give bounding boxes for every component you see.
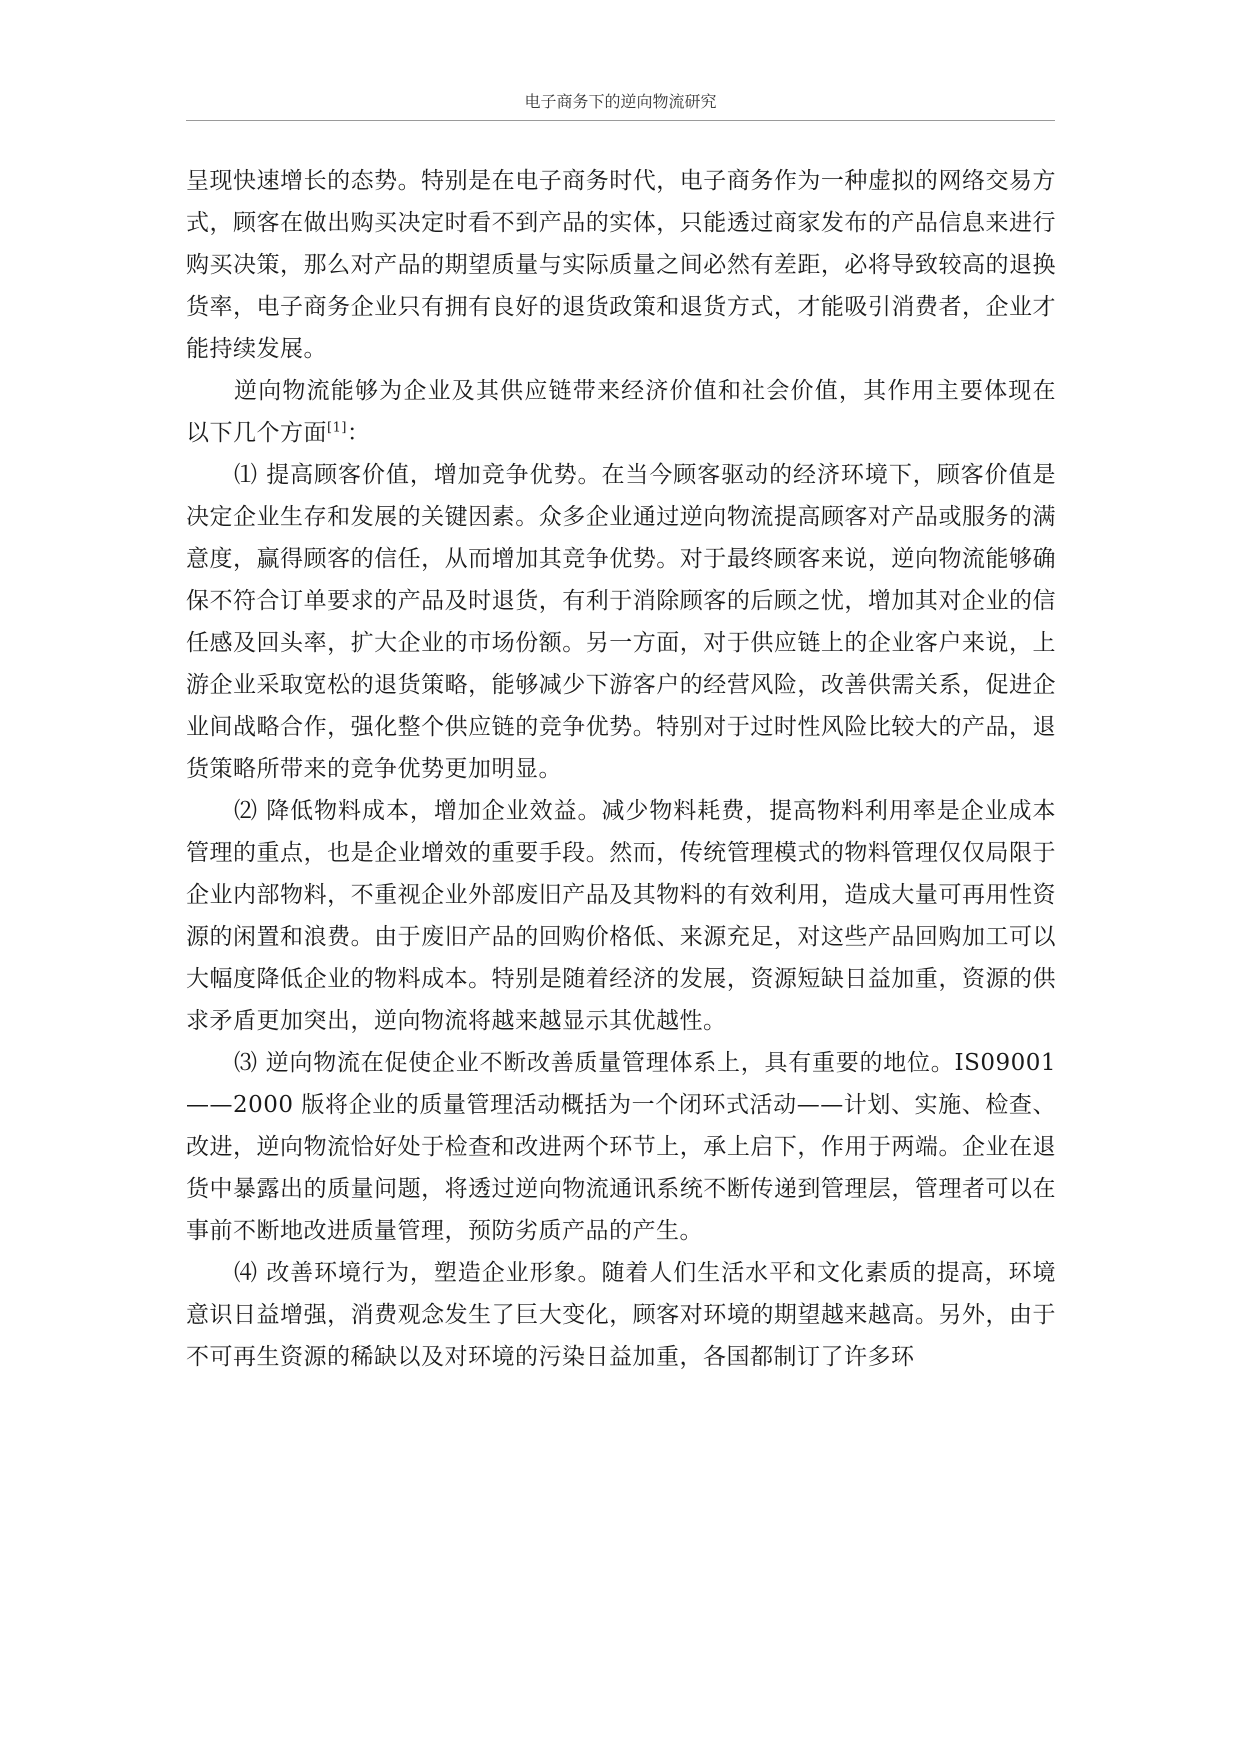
paragraph-point-2: ⑵ 降低物料成本，增加企业效益。减少物料耗费，提高物料利用率是企业成本管理的重点，也是企业增效的重要手段。然而，传统管理模式的物料管理仅仅局限于企业内部物料，不重视企业外部废旧产品及其物料的有效利用，造成大量可再用性资源的闲置和浪费。由于废旧产品的回购价格低、来源充足，对这些产品回购加工可以大幅度降低企业的物料成本。特别是随着经济的发展，资源短缺日益加重，资源的供求矛盾更加突出，逆向物流将越来越显示其优越性。 <box>186 798 1056 1034</box>
paragraph-intro <box>186 370 1056 454</box>
paragraph-intro-tail: ： <box>346 420 371 446</box>
paragraph-point-4: ⑷ 改善环境行为，塑造企业形象。随着人们生活水平和文化素质的提高，环境意识日益增强，消费观念发生了巨大变化，顾客对环境的期望越来越高。另外，由于不可再生资源的稀缺以及对环境的污染日益加重，各国都制订了许多环 <box>186 1260 1056 1370</box>
running-header: 电子商务下的逆向物流研究 <box>186 89 1055 121</box>
paragraph-continuation: 呈现快速增长的态势。特别是在电子商务时代，电子商务作为一种虚拟的网络交易方式，顾客在做出购买决定时看不到产品的实体，只能透过商家发布的产品信息来进行购买决策，那么对产品的期望质量与实际质量之间必然有差距，必将导致较高的退换货率，电子商务企业只有拥有良好的退货政策和退货方式，才能吸引消费者，企业才能持续发展。 <box>186 168 1056 362</box>
paragraph-point-1: ⑴ 提高顾客价值，增加竞争优势。在当今顾客驱动的经济环境下，顾客价值是决定企业生存和发展的关键因素。众多企业通过逆向物流提高顾客对产品或服务的满意度，赢得顾客的信任，从而增加其竞争优势。对于最终顾客来说，逆向物流能够确保不符合订单要求的产品及时退货，有利于消除顾客的后顾之忧，增加其对企业的信任感及回头率，扩大企业的市场份额。另一方面，对于供应链上的企业客户来说，上游企业采取宽松的退货策略，能够减少下游客户的经营风险，改善供需关系，促进企业间战略合作，强化整个供应链的竞争优势。特别对于过时性风险比较大的产品，退货策略所带来的竞争优势更加明显。 <box>186 462 1056 782</box>
citation-marker: [1] <box>327 420 347 436</box>
document-body <box>186 160 1056 1378</box>
paragraph-intro-text: 逆向物流能够为企业及其供应链带来经济价值和社会价值，其作用主要体现在以下几个方面 <box>186 378 1056 446</box>
paragraph-point-3: ⑶ 逆向物流在促使企业不断改善质量管理体系上，具有重要的地位。IS09001——2000 版将企业的质量管理活动概括为一个闭环式活动——计划、实施、检查、改进，逆向物流恰好处于检查和改进两个环节上，承上启下，作用于两端。企业在退货中暴露出的质量问题，将透过逆向物流通讯系统不断传递到管理层，管理者可以在事前不断地改进质量管理，预防劣质产品的产生。 <box>186 1050 1056 1244</box>
